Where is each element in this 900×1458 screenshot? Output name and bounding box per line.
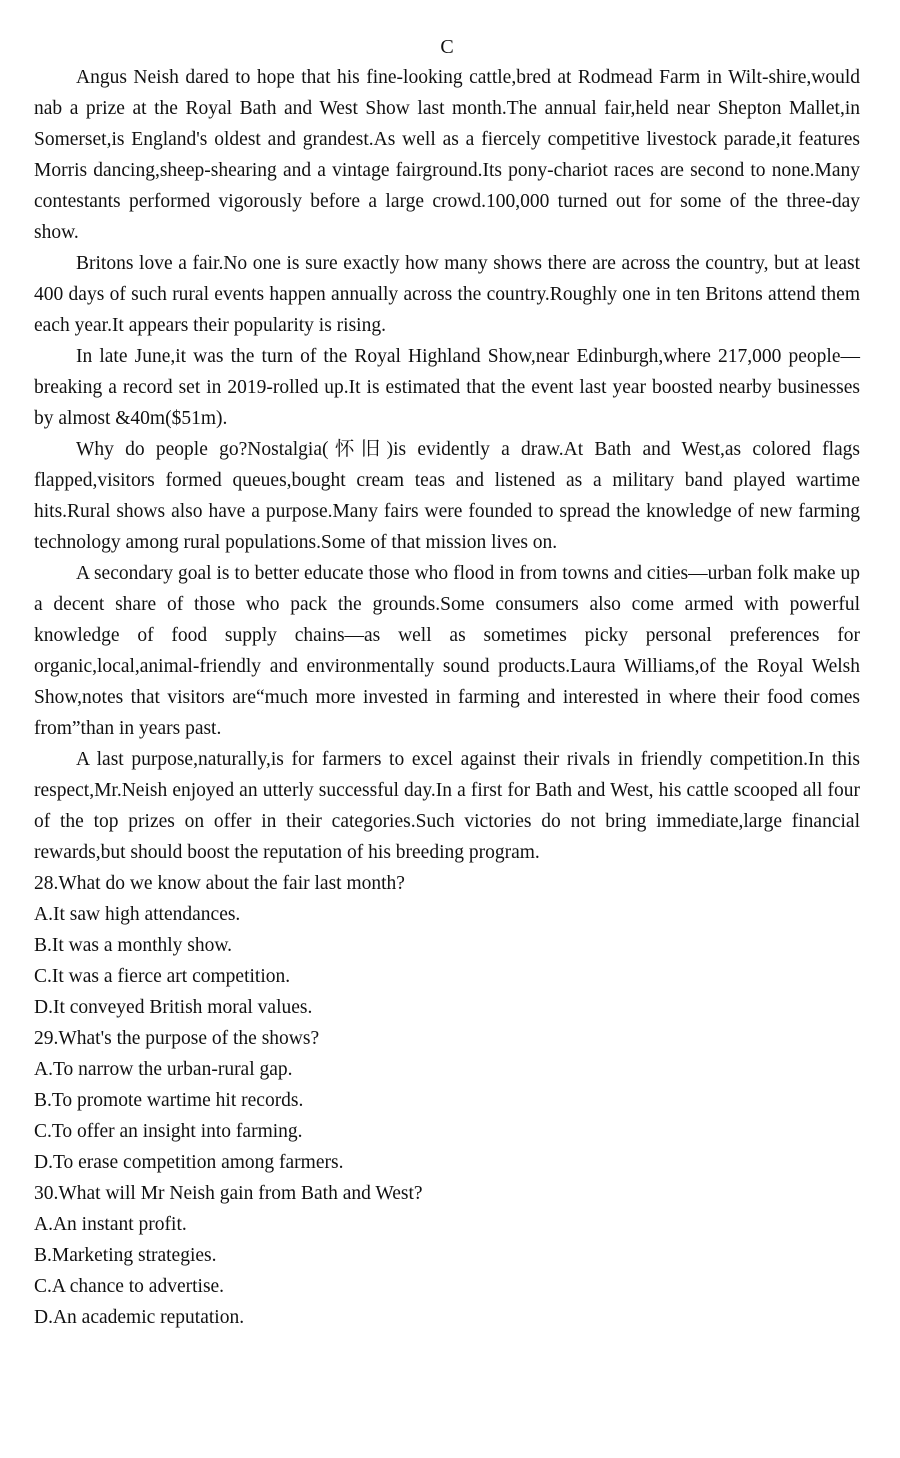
passage-paragraph: Why do people go?Nostalgia(怀旧)is evidently a draw.At Bath and West,as colored flags flapped,visitors formed queues,bought cream teas and listened as a military band played wartime hits.Rural shows also have a purpose.Many fairs were founded to spread the knowledge of new farming technology among rural populations.Some of that mission lives on.	[34, 439, 860, 553]
reading-page	[34, 32, 860, 1333]
question-28	[34, 868, 860, 1023]
passage-paragraph: Angus Neish dared to hope that his fine-looking cattle,bred at Rodmead Farm in Wilt-shire,would nab a prize at the Royal Bath and West Show last month.The annual fair,held near Shepton Mallet,in Somerset,is England's oldest and grandest.As well as a fiercely competitive livestock parade,it features Morris dancing,sheep-shearing and a vintage fairground.Its pony-chariot races are second to none.Many contestants performed vigorously before a large crowd.100,000 turned out for some of the three-day show.	[34, 67, 860, 243]
answer-option[interactable]: D.It conveyed British moral values.	[34, 997, 313, 1018]
answer-option[interactable]: D.An academic reputation.	[34, 1307, 245, 1328]
answer-option[interactable]: A.It saw high attendances.	[34, 904, 241, 925]
answer-option[interactable]: C.To offer an insight into farming.	[34, 1121, 303, 1142]
question-stem: 30.What will Mr Neish gain from Bath and West?	[34, 1183, 423, 1204]
answer-option[interactable]: C.A chance to advertise.	[34, 1276, 225, 1297]
question-list	[34, 868, 860, 1333]
answer-option[interactable]: C.It was a fierce art competition.	[34, 966, 291, 987]
passage-paragraph: A secondary goal is to better educate those who flood in from towns and cities—urban folk make up a decent share of those who pack the grounds.Some consumers also come armed with powerful knowledge of food supply chains—as well as sometimes picky personal preferences for organic,local,animal-friendly and environmentally sound products.Laura Williams,of the Royal Welsh Show,notes that visitors are“much more invested in farming and interested in where their food comes from”than in years past.	[34, 563, 860, 739]
passage-paragraph: Britons love a fair.No one is sure exactly how many shows there are across the country, but at least 400 days of such rural events happen annually across the country.Roughly one in ten Britons attend them each year.It appears their popularity is rising.	[34, 253, 860, 336]
answer-option[interactable]: D.To erase competition among farmers.	[34, 1152, 344, 1173]
passage-paragraph: A last purpose,naturally,is for farmers to excel against their rivals in friendly competition.In this respect,Mr.Neish enjoyed an utterly successful day.In a first for Bath and West, his cattle scooped all four of the top prizes on offer in their categories.Such victories do not bring immediate,large financial rewards,but should boost the reputation of his breeding program.	[34, 749, 860, 863]
question-stem: 29.What's the purpose of the shows?	[34, 1028, 320, 1049]
passage-paragraph: In late June,it was the turn of the Royal Highland Show,near Edinburgh,where 217,000 people—breaking a record set in 2019-rolled up.It is estimated that the event last year boosted nearby businesses by almost &40m($51m).	[34, 346, 860, 429]
answer-option[interactable]: B.To promote wartime hit records.	[34, 1090, 304, 1111]
question-stem: 28.What do we know about the fair last month?	[34, 873, 405, 894]
answer-option[interactable]: B.It was a monthly show.	[34, 935, 233, 956]
question-29	[34, 1023, 860, 1178]
passage	[34, 62, 860, 868]
question-30	[34, 1178, 860, 1333]
section-letter: C	[440, 36, 454, 58]
answer-option[interactable]: B.Marketing strategies.	[34, 1245, 217, 1266]
answer-option[interactable]: A.An instant profit.	[34, 1214, 187, 1235]
answer-option[interactable]: A.To narrow the urban-rural gap.	[34, 1059, 293, 1080]
